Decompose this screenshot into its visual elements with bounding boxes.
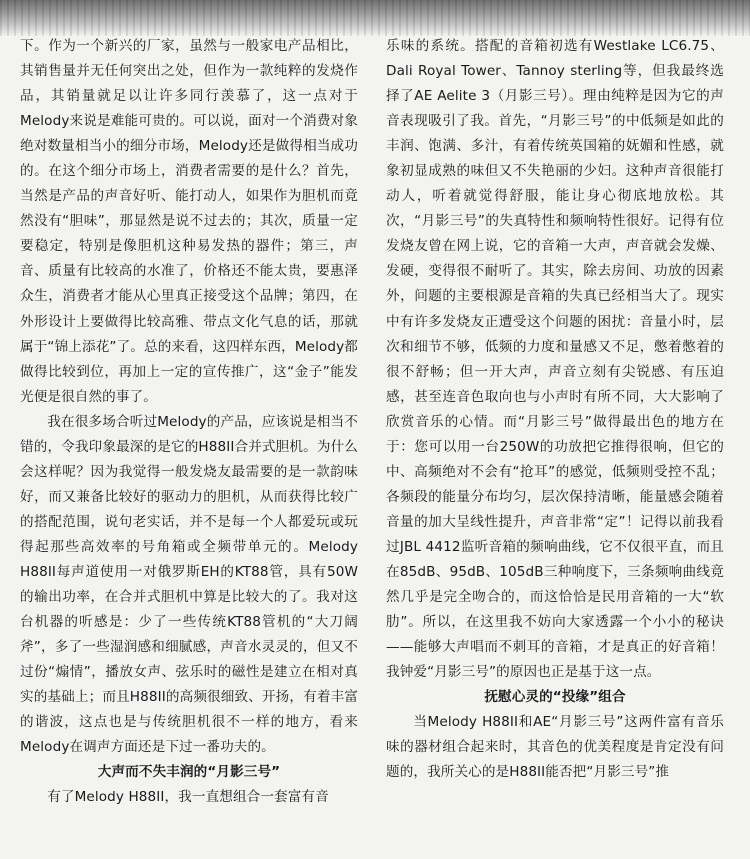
right-paragraph-2: 当Melody H88II和AE“月影三号”这两件富有音乐味的器材组合起来时，其音色的优美程度是肯定没有问题的，我所关心的是H88II能否把“月影三号”推 bbox=[386, 714, 724, 781]
right-column bbox=[386, 34, 724, 785]
left-column bbox=[20, 34, 358, 810]
section-heading-1: 大声而不失丰润的“月影三号” bbox=[97, 764, 281, 781]
left-paragraph-3: 有了Melody H88II，我一直想组合一套富有音 bbox=[47, 789, 329, 806]
right-paragraph-1: 乐味的系统。搭配的音箱初选有Westlake LC6.75、Dali Royal Tower、Tannoy sterling等，但我最终选择了AE Aelite 3（月影三号）。理由纯粹是因为它的声音表现吸引了我。首先，“月影三号”的中低频是如此的丰润、饱满、多汁，有着传统英国箱的妩媚和性感，就象初显成熟的味但又不失艳丽的少妇。这种声音很能打动人，听着就觉得舒服，能让身心彻底地放松。其次，“月影三号”的失真特性和频响特性很好。记得有位发烧友曾在网上说，它的音箱一大声，声音就会发燥、发硬，变得很不耐听了。其实，除去房间、功放的因素外，问题的主要根源是音箱的失真已经相当大了。现实中有许多发烧友正遭受这个问题的困扰：音量小时，层次和细节不够，低频的力度和量感又不足，憋着憋着的很不舒畅；但一开大声，声音立刻有尖锐感、有压迫感，甚至连音色取向也与小声时有所不同，大大影响了欣赏音乐的心情。而“月影三号”做得最出色的地方在于：您可以用一台250W的功放把它推得很响，但它的中、高频绝对不会有“抢耳”的感觉，低频则受控不乱；各频段的能量分布均匀，层次保持清晰，能量感会随着音量的加大呈线性提升，声音非常“定”！记得以前我看过JBL 4412监听音箱的频响曲线，它不仅很平直，而且在85dB、95dB、105dB三种响度下，三条频响曲线竟然几乎是完全吻合的，而这恰恰是民用音箱的一大“软肋”。所以，在这里我不妨向大家透露一个小小的秘诀——能够大声唱而不刺耳的音箱，才是真正的好音箱！我钟爱“月影三号”的原因也正是基于这一点。 bbox=[386, 38, 724, 681]
section-heading-2: 抚慰心灵的“投缘”组合 bbox=[484, 689, 626, 706]
page-top-decoration bbox=[0, 0, 750, 36]
left-paragraph-2: 我在很多场合听过Melody的产品，应该说是相当不错的，令我印象最深的是它的H88II合并式胆机。为什么会这样呢？因为我觉得一般发烧友最需要的是一款韵味好，而又兼备比较好的驱动力的胆机，从而获得比较广的搭配范围，说句老实话，并不是每一个人都爱玩或玩得起那些高效率的号角箱或全频带单元的。Melody H88II每声道使用一对俄罗斯EH的KT88管，具有50W的输出功率，在合并式胆机中算是比较大的了。我对这台机器的听感是：少了一些传统KT88管机的“大刀阔斧”，多了一些湿润感和细腻感，声音水灵灵的，但又不过份“煽情”，播放女声、弦乐时的磁性是建立在相对真实的基础上；而且H88II的高频很细致、开扬，有着丰富的谐波，这点也是与传统胆机很不一样的地方，看来Melody在调声方面还是下过一番功夫的。 bbox=[20, 413, 358, 756]
left-paragraph-1: 下。作为一个新兴的厂家，虽然与一般家电产品相比，其销售量并无任何突出之处，但作为一款纯粹的发烧作品，其销量就足以让许多同行羡慕了，这一点对于Melody来说是难能可贵的。可以说，面对一个消费对象绝对数量相当小的细分市场，Melody还是做得相当成功的。在这个细分市场上，消费者需要的是什么？首先，当然是产品的声音好听、能打动人，如果作为胆机而竟然没有“胆味”，那显然是说不过去的；其次，质量一定要稳定，特别是像胆机这种易发热的器件；第三，声音、质量有比较高的水准了，价格还不能太贵，要惠泽众生，消费者才能从心里真正接受这个品牌；第四，在外形设计上要做得比较高雅、带点文化气息的话，那就属于“锦上添花”了。总的来看，这四样东西，Melody都做得比较到位，再加上一定的宣传推广，这“金子”能发光便是很自然的事了。 bbox=[20, 38, 358, 405]
